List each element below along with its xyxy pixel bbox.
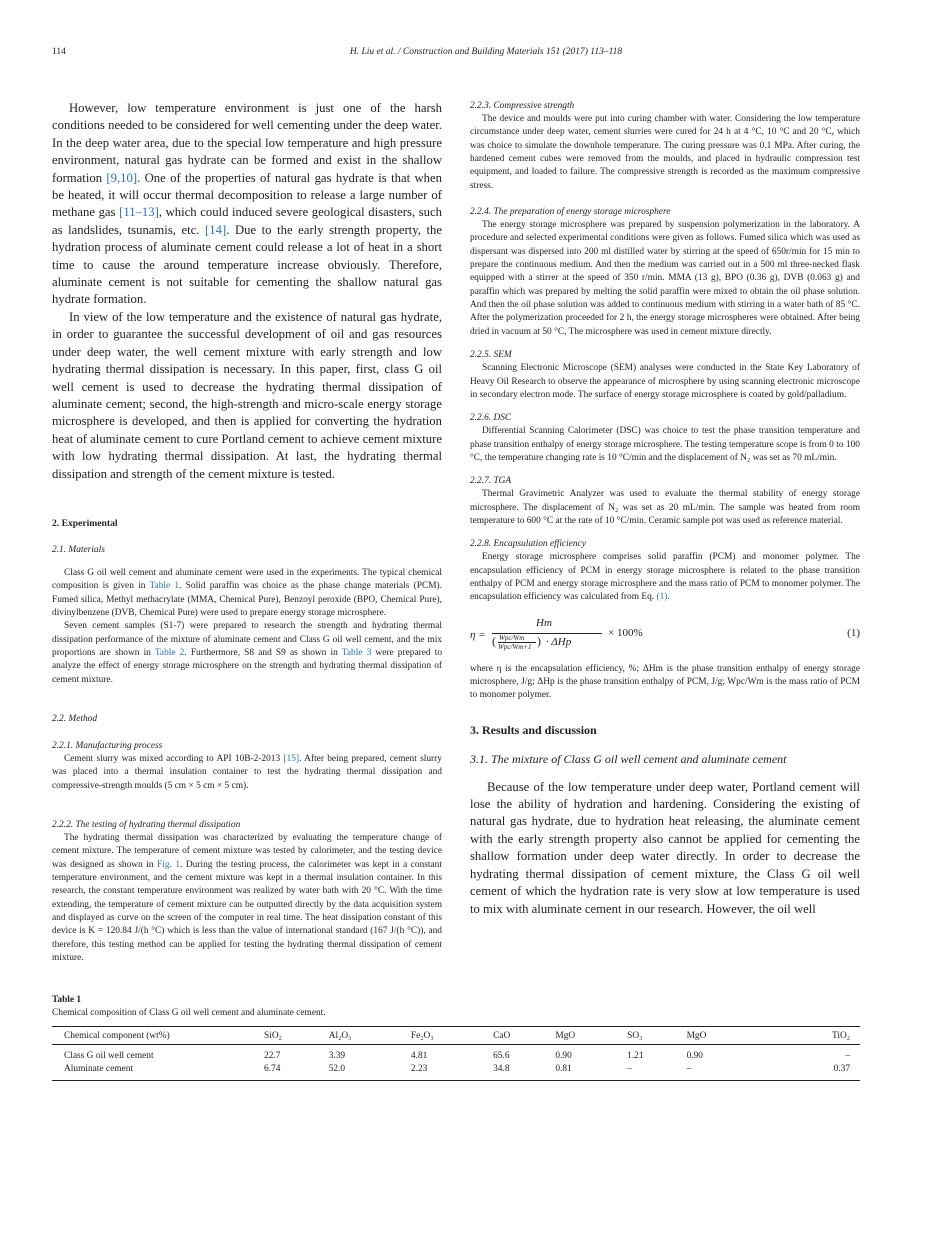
table-label: Table 1 [52, 994, 82, 1005]
equation-1 [470, 616, 860, 655]
table-cell: 6.74 [264, 1063, 281, 1074]
subsection-heading: 2.2.7. TGA [470, 476, 512, 487]
table-cell: 0.90 [686, 1050, 703, 1061]
reference-link[interactable]: Table 1 [149, 581, 180, 592]
paragraph: Because of the low temperature under deep water, Portland cement will lose the ability of hydration and hardening. Considering the existing of natural gas hydrate, due to hydration heat releasing, the aluminate cement with the early strength property also cannot be applied for cementing the shallow formation under deep water directly. In order to decrease the hydrating thermal dissipation of cement mixture, the Class G oil well cement of which the hydration rate is very slow at low temperature is used to mix with aluminate cement in our research. However, the oil well [470, 779, 860, 916]
eq-numerator: Hm [536, 616, 552, 629]
column-header: TiO₂ [831, 1030, 850, 1041]
eq-suffix: × 100% [608, 626, 643, 639]
subsection-heading: 2.1. Materials [52, 544, 105, 555]
reference-link[interactable]: Table 2 [154, 648, 185, 658]
paragraph: Scanning Electronic Microscope (SEM) analyses were conducted in the State Key Laboratory of Heavy Oil Research to observe the appearance of microsphere by using scanning electronic microscope in secondary electron mode. The surface of energy storage microsphere is coated by gold/palladium. [470, 363, 860, 400]
column-header: MgO [686, 1030, 707, 1041]
equation-explanation: where η is the encapsulation efficiency, %; ΔHm is the phase transition enthalpy of energy storage microsphere, J/g; ΔHp is the phase transition enthalpy of PCM, J/g; Wpc/Wm is the mass ratio of PCM to monomer polymer. [470, 663, 860, 701]
column-header: MgO [555, 1030, 576, 1041]
column-header: Al₂O₃ [328, 1030, 352, 1041]
reference-link[interactable]: [11–13] [119, 205, 159, 220]
table-cell: – [686, 1063, 692, 1074]
equation-number: (1) [847, 626, 860, 639]
running-title: H. Liu et al. / Construction and Building Materials 151 (2017) 113–118 [349, 47, 623, 57]
table-cell: 0.81 [555, 1063, 572, 1074]
paragraph: The device and moulds were put into curing chamber with water. Considering the low temperature circumstance under deep water, cement slurries were cured for 24 h at 4 °C, 10 °C and 20 °C, which was choice to simulate the downhole temperature. The curing pressure was 0.1 MPa. After curing, the hardened cement cubes were removed from the moulds, and placed in hydraulic compression test equipment, and loaded to failure. The compressive strength is recorded as the maximum compressive stress. [470, 114, 860, 191]
eq-close-paren: ) [537, 633, 541, 648]
reference-link[interactable]: Fig. 1 [157, 859, 181, 870]
reference-link[interactable]: [9,10] [106, 170, 138, 185]
table-caption: Chemical composition of Class G oil well cement and aluminate cement. [52, 1007, 326, 1018]
eq-lhs: η = [470, 628, 486, 641]
subsection-heading: 2.2.4. The preparation of energy storage microsphere [470, 207, 671, 218]
paragraph: Cement slurry was mixed according to API 10B-2-2013 [15]. After being prepared, cement slurry was placed into a thermal insulation container to test the hydrating thermal dissipation and compressive-strength moulds (5 cm × 5 cm × 5 cm). [52, 754, 442, 791]
column-header: SiO₂ [264, 1030, 282, 1041]
eq-open-paren: ( [492, 633, 496, 648]
table-cell: – [845, 1050, 850, 1061]
reference-link[interactable]: [15] [283, 754, 300, 765]
subsection-heading: 2.2.1. Manufacturing process [52, 741, 163, 752]
composition-table [52, 1026, 860, 1081]
two-column-body [52, 100, 860, 966]
column-header: CaO [493, 1030, 511, 1041]
section-heading: 2. Experimental [52, 517, 118, 529]
paragraph: Thermal Gravimetric Analyzer was used to evaluate the thermal stability of energy storage microsphere. The displacement of N₂ was set as 20 mL/min. The sample was heated from room temperature to 600 °C at the rate of 10 °C/min. Ceramic sample pot was used as reference material. [470, 489, 860, 526]
table-cell: Aluminate cement [64, 1063, 133, 1074]
table-cell: 3.39 [328, 1050, 346, 1061]
left-column [52, 100, 442, 966]
page-number: 114 [52, 47, 66, 57]
subsection-heading: 2.2.6. DSC [470, 413, 512, 424]
eq-inner-num: Wpc/Wm [499, 633, 525, 642]
table-cell: 4.81 [410, 1050, 428, 1061]
table-cell: 65.6 [493, 1050, 510, 1061]
table-cell: 1.21 [627, 1050, 644, 1061]
table-cell: 0.37 [833, 1063, 850, 1074]
table-cell: 22.7 [264, 1050, 281, 1061]
table-cell: – [627, 1063, 632, 1074]
subsection-heading: 2.2.8. Encapsulation efficiency [470, 539, 586, 550]
column-header: Fe₂O₃ [410, 1030, 434, 1041]
subsection-heading: 2.2.5. SEM [470, 350, 512, 361]
table-cell: 2.23 [410, 1063, 428, 1074]
table-row [52, 1044, 860, 1063]
intro-paragraph: However, low temperature environment is just one of the harsh conditions needed to be considered for well cementing under the deep water. In the deep water area, due to the special low temperature and high pressure environment, natural gas hydrate can be formed and exist in the shallow formation [9,10]. One of the properties of natural gas hydrate is that when be heated, it will occur thermal decomposition to release a large number of methane gas [11–13], which could induced severe geological disasters, such as landslides, tsunamis, etc. [14]. Due to the early strength property, the hydration process of aluminate cement could release a lot of heat in a short time to cause the around temperature increase obviously. Therefore, aluminate cement is not suitable for cementing the shallow natural gas hydrate formation. [52, 101, 443, 307]
section-heading: 3. Results and discussion [470, 722, 597, 737]
table-cell: 52.0 [328, 1063, 346, 1074]
table-1 [52, 994, 860, 1081]
reference-link[interactable]: Table 3 [341, 648, 372, 658]
subsection-heading: 2.2.3. Compressive strength [470, 101, 575, 111]
eq-dhp: · ΔHp [546, 635, 572, 648]
table-row [52, 1063, 860, 1081]
subsection-heading: 2.2.2. The testing of hydrating thermal dissipation [52, 820, 241, 831]
intro-paragraph: In view of the low temperature and the existence of natural gas hydrate, in order to guarantee the successful development of oil and gas resources under deep water, the well cement mixture with early strength and low hydrating thermal dissipation is necessary. In this paper, first, class G oil well cement is used to decrease the hydrating thermal dissipation of aluminate cement; second, the high-strength and micro-scale energy storage microsphere is developed, and then is applied for converting the hydration heat of aluminate cement to cure Portland cement to achieve cement mixture with low hydrating thermal dissipation. At last, the hydrating thermal dissipation and strength of the cement mixture is tested. [52, 309, 442, 481]
paragraph: Class G oil well cement and aluminate cement were used in the experiments. The typical chemical composition is given in Table 1. Solid paraffin was choice as the phase change materials (PCM). Fumed silica, Methyl methacrylate (MMA, Chemical Pure), Benzoyl peroxide (BPO, Chemical Pure), divinylbenzene (DVB, Chemical Pure) were used to prepare energy storage microsphere. [52, 567, 442, 618]
paragraph: The hydrating thermal dissipation was characterized by evaluating the temperature change of cement mixture. The temperature of cement mixture was tested by calorimeter, and the testing device was designed as shown in Fig. 1. During the testing process, the calorimeter was kept in a constant temperature environment, and the cement mixture was kept in a thermal insulation container. In this research, the constant temperature environment was realized by water bath with 20 °C. With the time extending, the temperature of cement mixture can be outputted directly by the data acquisition system and displayed as curve on the screen of the computer in real time. The heat dissipation constant of this device is K = 120.84 J/(h °C) which is less than the value of international standard (167 J/(h °C)), and therefore, this testing method can be applied for testing the hydrating thermal dissipation of cement mixture. [52, 833, 442, 964]
column-header: Chemical component (wt%) [64, 1030, 170, 1041]
table-cell: Class G oil well cement [64, 1050, 154, 1061]
subsection-heading: 2.2. Method [52, 714, 98, 725]
eq-inner-den: Wpc/Wm+1 [498, 642, 532, 651]
subsection-heading: 3.1. The mixture of Class G oil well cement and aluminate cement [470, 751, 787, 766]
reference-link[interactable]: [14] [205, 222, 227, 237]
paragraph: Energy storage microsphere comprises solid paraffin (PCM) and monomer polymer. The encapsulation efficiency of PCM in energy storage microsphere is related to the phase transition enthalpy of PCM and energy storage microsphere and the mass ratio of PCM to monomer polymer. The encapsulation efficiency was calculated from Eq. (1). [470, 552, 860, 603]
page-header [52, 45, 860, 59]
column-header: SO₃ [627, 1030, 643, 1041]
paragraph: The energy storage microsphere was prepared by suspension polymerization in the laboratory. A procedure and selected experimental conditions were given as follows. Fumed silica which was used as dispersant was dispersed into 200 ml distilled water by stirring at the speed of 650r/min for 15 min to prepare the continuous medium. And then the medium was carried out in a 500 ml three-necked flask equipped with a stirrer at the speed of 350 r/min. MMA (13 g), BPO (0.36 g), DVB (0.063 g) and paraffin which was prepared by melting the solid paraffin were mixed to obtain the oil phase solution. And then the oil phase solution was added to continuous medium with stirring in a water bath of 85 °C. After the polymerization proceeded for 2 h, the energy storage microspheres were obtained. After being dried in vacuum at 50 °C, The microsphere was used in cement mixture directly. [470, 220, 860, 337]
paragraph: Seven cement samples (S1-7) were prepared to research the strength and hydrating thermal dissipation performance of the mixture of aluminate cement and Class G oil well cement, and the mix proportions are shown in Table 2. Furthermore, S8 and S9 as shown in Table 3 were prepared to analyze the effect of energy storage microsphere on the strength and hydrating thermal dissipation of cement mixture. [52, 621, 443, 685]
paragraph: Differential Scanning Calorimeter (DSC) was choice to test the phase transition temperature and phase transition enthalpy of energy storage microsphere. The testing temperature scope is from 0 to 100 °C, the temperature changing rate is 10 °C/min and the displacement of N₂ was set as 70 mL/min. [470, 426, 860, 463]
right-column [470, 100, 860, 966]
table-cell: 34.8 [493, 1063, 510, 1074]
reference-link[interactable]: (1) [656, 592, 668, 603]
table-cell: 0.90 [555, 1050, 572, 1061]
